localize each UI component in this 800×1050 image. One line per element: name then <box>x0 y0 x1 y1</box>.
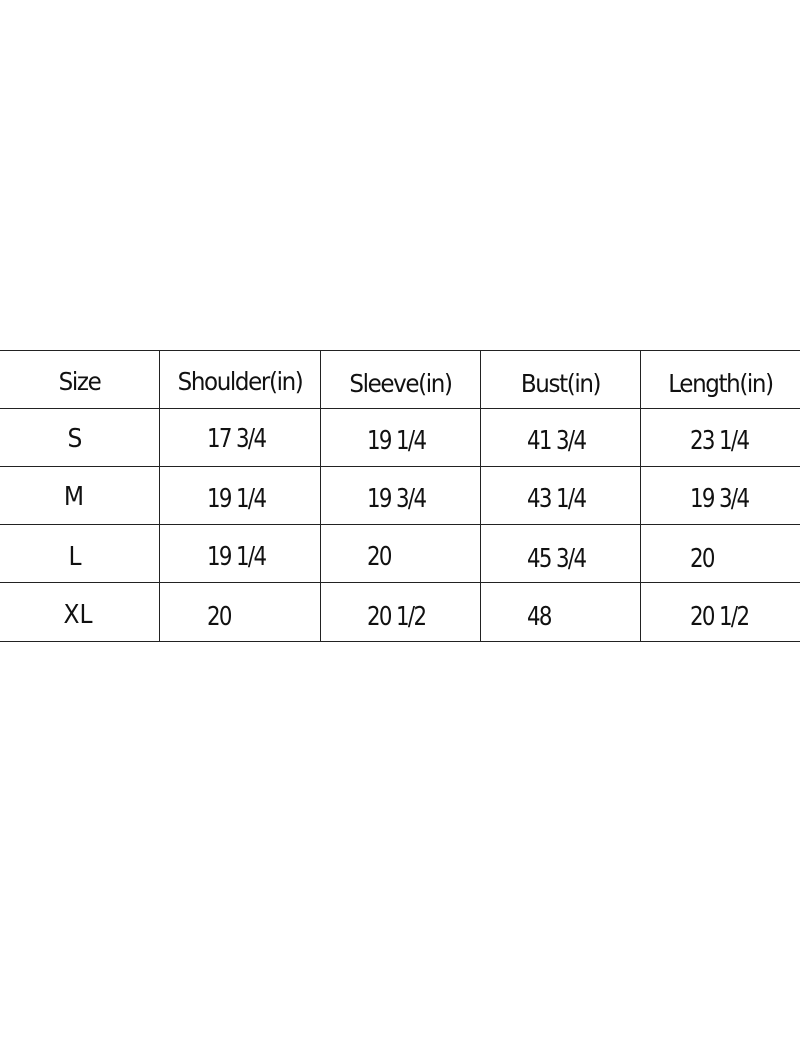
shoulder-value: 17 3/4 <box>207 424 266 454</box>
length-value: 23 1/4 <box>690 426 749 456</box>
sleeve-value: 20 1/2 <box>367 602 426 632</box>
shoulder-value: 19 1/4 <box>207 484 266 514</box>
length-value: 20 <box>690 544 714 574</box>
column-header-bust: Bust(in) <box>520 368 601 398</box>
column-header-sleeve: Sleeve(in) <box>349 368 452 398</box>
column-header-size: Size <box>58 366 101 396</box>
length-value: 20 1/2 <box>690 602 749 632</box>
shoulder-value: 20 <box>207 602 231 632</box>
table-rule-top <box>0 350 800 351</box>
size-label: XL <box>63 600 93 630</box>
bust-value: 45 3/4 <box>527 544 586 574</box>
bust-value: 48 <box>527 602 551 632</box>
size-label: S <box>67 424 83 454</box>
column-header-shoulder: Shoulder(in) <box>177 366 303 396</box>
length-value: 19 3/4 <box>690 484 749 514</box>
bust-value: 41 3/4 <box>527 426 586 456</box>
size-chart-table <box>0 350 800 642</box>
sleeve-value: 19 3/4 <box>367 484 426 514</box>
size-label: M <box>63 482 85 512</box>
shoulder-value: 19 1/4 <box>207 542 266 572</box>
bust-value: 43 1/4 <box>527 484 586 514</box>
table-column-divider <box>480 350 481 642</box>
column-header-length: Length(in) <box>668 368 773 398</box>
table-column-divider <box>159 350 160 642</box>
table-column-divider <box>320 350 321 642</box>
size-label: L <box>68 542 82 572</box>
sleeve-value: 19 1/4 <box>367 426 426 456</box>
sleeve-value: 20 <box>367 542 391 572</box>
table-column-divider <box>640 350 641 642</box>
